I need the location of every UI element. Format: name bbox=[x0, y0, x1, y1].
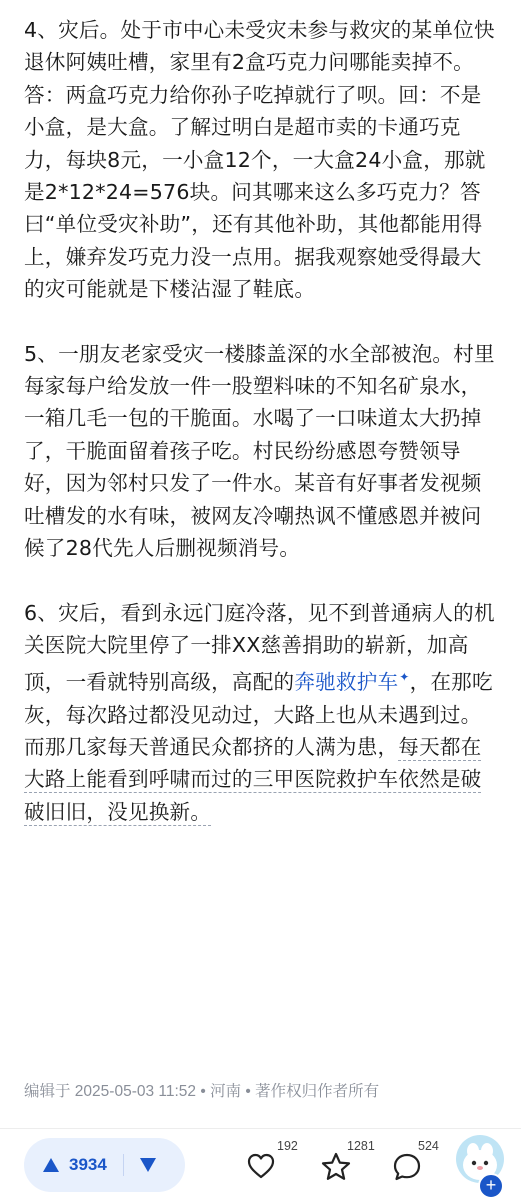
paragraph-4: 4、灾后。处于市中心未受灾未参与救灾的某单位快退休阿姨吐槽，家里有2盒巧克力问哪能卖掉不。答：两盒巧克力给你孙子吃掉就行了呗。回：不是小盒，是大盒。了解过明白是超市卖的卡通巧克力，每块8元，一小盒12个，一大盒24小盒，那就是2*12*24=576块。问其哪来这么多巧克力？答曰“单位受灾补助”，还有其他补助，其他都能用得上，嫌弃发巧克力没一点用。据我观察她受得最大的灾可能就是下楼沾湿了鞋底。 bbox=[24, 18, 495, 302]
follow-plus-button[interactable]: + bbox=[478, 1173, 504, 1199]
edit-meta: 编辑于 2025-05-03 11:52 • 河南 • 著作权归作者所有 bbox=[24, 1083, 380, 1100]
paragraph-6-text-b: ，在那吃灰，每次路过都没见动过，大路上也从未遇到过。而那几家每天普通民众都挤的人满为患， bbox=[24, 670, 493, 759]
upvote-count: 3934 bbox=[69, 1155, 107, 1174]
bottom-action-bar bbox=[0, 1129, 521, 1200]
paragraph-6 bbox=[24, 597, 502, 829]
benz-ambulance-link-text: 奔驰救护车 bbox=[294, 670, 399, 695]
comment-button[interactable] bbox=[246, 1139, 298, 1187]
star-icon bbox=[320, 1151, 352, 1183]
paragraph-5: 5、一朋友老家受灾一楼膝盖深的水全部被泡。村里每家每户给发放一件一股塑料味的不知名矿泉水，一箱几毛一包的干脆面。水喝了一口味道太大扔掉了，干脆面留着孩子吃。村民纷纷感恩夸赞领导好，因为邻村只发了一件水。某音有好事者发视频吐槽发的水有味，被网友冷嘲热讽不懂感恩并被问候了28代先人后删视频消号。 bbox=[24, 341, 495, 561]
underlined-highlight[interactable]: 每天都在大路上能看到呼啸而过的三甲医院救护车依然是破破旧旧，没见换新。 bbox=[24, 734, 482, 824]
chat-bubble-icon bbox=[391, 1151, 423, 1183]
comment-heart-icon bbox=[246, 1151, 276, 1181]
vote-pill bbox=[24, 1138, 185, 1192]
downvote-button[interactable] bbox=[124, 1138, 172, 1192]
answer-content bbox=[24, 14, 502, 860]
sparkle-icon: ✦ bbox=[399, 670, 410, 685]
benz-ambulance-link[interactable] bbox=[294, 670, 409, 694]
upvote-button[interactable] bbox=[24, 1138, 107, 1192]
share-button[interactable] bbox=[391, 1139, 441, 1187]
comment-count: 192 bbox=[277, 1139, 298, 1153]
favorite-button[interactable] bbox=[320, 1139, 375, 1187]
favorite-count: 1281 bbox=[347, 1139, 375, 1153]
downvote-triangle-icon bbox=[139, 1157, 157, 1173]
upvote-triangle-icon bbox=[42, 1157, 60, 1173]
paragraph-6-text-a: 6、灾后，看到永远门庭冷落，见不到普通病人的机关医院大院里停了一排XX慈善捐助的崭新，加高顶，一看就特别高级，高配的 bbox=[24, 600, 495, 695]
share-count: 524 bbox=[418, 1139, 439, 1153]
